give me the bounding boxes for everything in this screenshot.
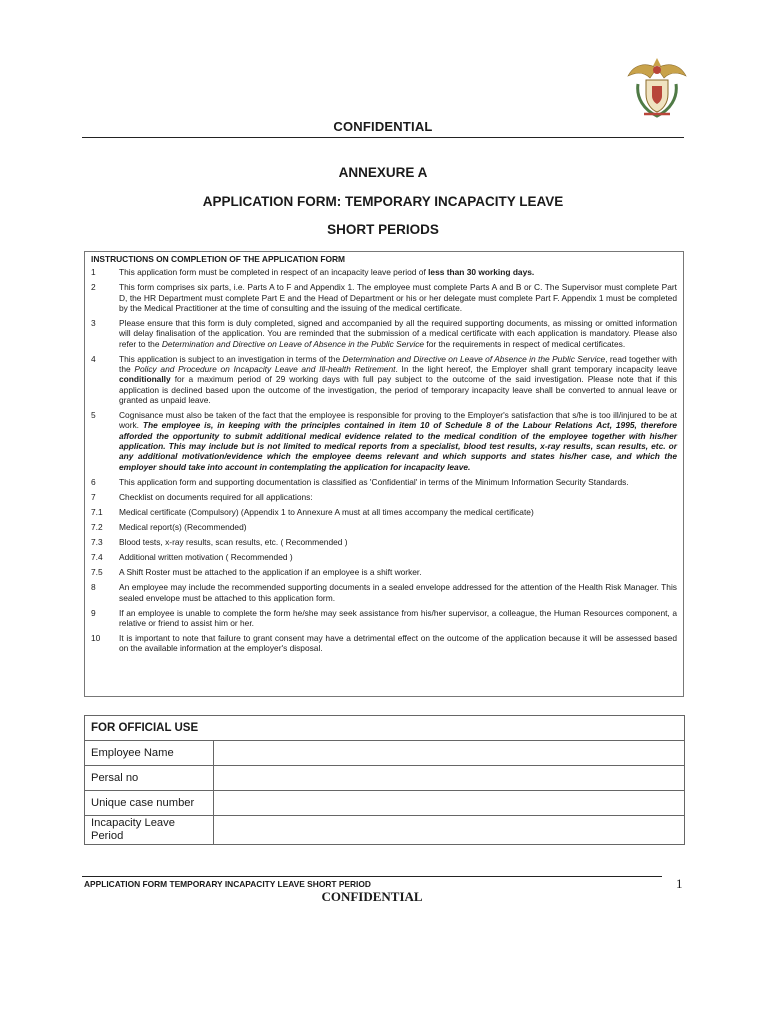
instruction-text-run: conditionally	[119, 374, 171, 385]
instruction-item	[91, 477, 677, 487]
instruction-text	[119, 552, 677, 562]
instruction-number: 7	[91, 491, 96, 502]
persal-no-field[interactable]	[214, 766, 685, 791]
instruction-text	[119, 567, 677, 577]
instruction-number: 4	[91, 353, 96, 364]
instruction-item	[91, 318, 677, 349]
instruction-number: 6	[91, 476, 96, 487]
field-label: Employee Name	[85, 741, 214, 766]
instruction-item	[91, 608, 677, 629]
instruction-text-run: . In the light hereof, the Employer shall grant temporary incapacity leave	[395, 364, 677, 375]
form-title: APPLICATION FORM: TEMPORARY INCAPACITY LEAVE	[202, 194, 564, 209]
instructions-heading: INSTRUCTIONS ON COMPLETION OF THE APPLICATION FORM	[91, 254, 346, 264]
instruction-item	[91, 552, 677, 562]
instruction-text	[119, 282, 677, 313]
instruction-text-run: If an employee is unable to complete the form he/she may seek assistance from his/her supervisor, a colleague, the Human Resources component, a relative or friend to assist him or her.	[119, 607, 677, 628]
confidential-header: CONFIDENTIAL	[333, 119, 433, 134]
instruction-text	[119, 354, 677, 405]
unique-case-number-field[interactable]	[214, 791, 685, 816]
instruction-item	[91, 492, 677, 502]
employee-name-field[interactable]	[214, 741, 685, 766]
incapacity-leave-period-field[interactable]	[214, 816, 685, 845]
header-rule	[82, 137, 684, 138]
instruction-text-run: This application form must be completed in respect of an incapacity leave period of	[119, 267, 429, 278]
instruction-number: 1	[91, 267, 96, 278]
instruction-text-run: An employee may include the recommended supporting documents in a sealed envelope addressed for the attention of the Health Risk Manager. This sealed envelope must be attached to this application form.	[119, 582, 677, 603]
instruction-text-run: Additional written motivation ( Recommended )	[119, 552, 293, 563]
instruction-text-run: Cognisance must also be taken of the fact that the employee is responsible for proving to the Employer's satisfaction that s/he is too ill/injured to be at work.	[119, 410, 677, 431]
instruction-text-run: This application form and supporting documentation is classified as 'Confidential' in terms of the Minimum Information Security Standards.	[119, 476, 629, 487]
instruction-item	[91, 582, 677, 603]
official-use-table	[84, 715, 685, 845]
instruction-item	[91, 507, 677, 517]
instruction-item	[91, 522, 677, 532]
instruction-number: 7.3	[91, 537, 103, 547]
annexure-label: ANNEXURE A	[338, 165, 428, 180]
instruction-number: 7.1	[91, 506, 103, 517]
instruction-text-run: Policy and Procedure on Incapacity Leave and Ill-health Retirement	[134, 364, 396, 375]
instruction-text-run: Please ensure that this form is duly completed, signed and accompanied by all the required supporting documents, as missing or omitted information will delay finalisation of the application. You are reminded that the submission of a medical certificate with each application is mandatory. Please also refer to the	[119, 318, 677, 349]
instruction-text	[119, 318, 677, 349]
instruction-item	[91, 410, 677, 472]
instruction-number: 7.2	[91, 521, 103, 532]
instruction-number: 3	[91, 318, 96, 329]
instruction-number: 8	[91, 582, 96, 593]
field-label: Unique case number	[85, 791, 214, 816]
instruction-text	[119, 633, 677, 654]
field-label: Incapacity Leave Period	[85, 816, 214, 845]
instruction-number: 7.5	[91, 567, 103, 578]
official-use-heading: FOR OFFICIAL USE	[85, 716, 685, 741]
instruction-text-run: This application is subject to an investigation in terms of the	[119, 353, 343, 364]
instruction-text-run: This form comprises six parts, i.e. Parts A to F and Appendix 1. The employee must complete Parts A and B or C. The Supervisor must complete Part D, the HR Department must complete Part E and the Head of Department or his or her delegate must complete Part F. Appendix 1 must be completed by the Medical Practitioner at the time of consulting and the issuing of the medical certificate.	[119, 282, 677, 313]
instructions-box	[84, 251, 684, 697]
instruction-text-run: Blood tests, x-ray results, scan results, etc. ( Recommended )	[119, 537, 348, 547]
footer-title: APPLICATION FORM TEMPORARY INCAPACITY LEAVE SHORT PERIOD	[84, 879, 371, 889]
confidential-footer: CONFIDENTIAL	[321, 889, 423, 904]
instruction-item	[91, 267, 677, 277]
instruction-text	[119, 522, 677, 532]
page-number: 1	[676, 876, 683, 891]
instruction-text	[119, 477, 677, 487]
instruction-number: 7.4	[91, 552, 103, 563]
instruction-text-run: for a maximum period of 29 working days with full pay subject to the outcome of the said investigation. Please note that if this application is declined based upon the outcome of the investigation, the period of temporary incapacity leave shall be converted to annual leave or granted as unpaid leave.	[119, 374, 677, 405]
instruction-text-run: Medical report(s) (Recommended)	[119, 521, 247, 532]
instruction-text	[119, 507, 677, 517]
form-subtitle: SHORT PERIODS	[327, 222, 439, 237]
instruction-number: 5	[91, 410, 96, 421]
instruction-text-run: Determination and Directive on Leave of Absence in the Public Service	[161, 338, 425, 349]
instruction-text	[119, 537, 677, 547]
instruction-text	[119, 582, 677, 603]
instruction-number: 9	[91, 607, 96, 618]
instruction-item	[91, 354, 677, 405]
instructions-list	[91, 267, 677, 653]
instruction-text-run: A Shift Roster must be attached to the application if an employee is a shift worker.	[119, 567, 422, 578]
instruction-item	[91, 633, 677, 654]
instruction-text	[119, 267, 677, 277]
footer-rule	[82, 876, 662, 877]
instruction-number: 2	[91, 282, 96, 293]
instruction-text	[119, 410, 677, 472]
field-label: Persal no	[85, 766, 214, 791]
instruction-text-run: Determination and Directive on Leave of Absence in the Public Service	[342, 353, 606, 364]
instruction-text-run: , read together with the	[119, 353, 678, 375]
instruction-text-run: Checklist on documents required for all applications:	[119, 491, 313, 502]
instruction-text	[119, 608, 677, 629]
instruction-item	[91, 282, 677, 313]
instruction-text-run: for the requirements in respect of medical certificates.	[424, 338, 626, 349]
instruction-number: 10	[91, 633, 101, 644]
instruction-item	[91, 537, 677, 547]
coat-of-arms-icon	[626, 54, 688, 120]
instruction-text-run: It is important to note that failure to grant consent may have a detrimental effect on the outcome of the application because it will be assessed based on the available information at the employer's disposal.	[119, 633, 677, 654]
instruction-text-run: less than 30 working days.	[428, 267, 535, 278]
instruction-text-run: Medical certificate (Compulsory) (Appendix 1 to Annexure A must at all times accompany the medical certificate)	[119, 506, 534, 517]
instruction-item	[91, 567, 677, 577]
instruction-text-run: The employee is, in keeping with the principles contained in item 10 of Schedule 8 of the Labour Relations Act, 1995, therefore afforded the opportunity to submit additional medical evidence related to the medical condition of the employee together with his/her application. This may include but is not limited to medical reports from a specialist, blood test results, x-ray results, scan results, etc. or any additional motivation/evidence which the employee deems relevant and which supports and states his/her case, and which the employer should take into account in contemplating the application for incapacity leave.	[119, 420, 677, 472]
instruction-text	[119, 492, 677, 502]
